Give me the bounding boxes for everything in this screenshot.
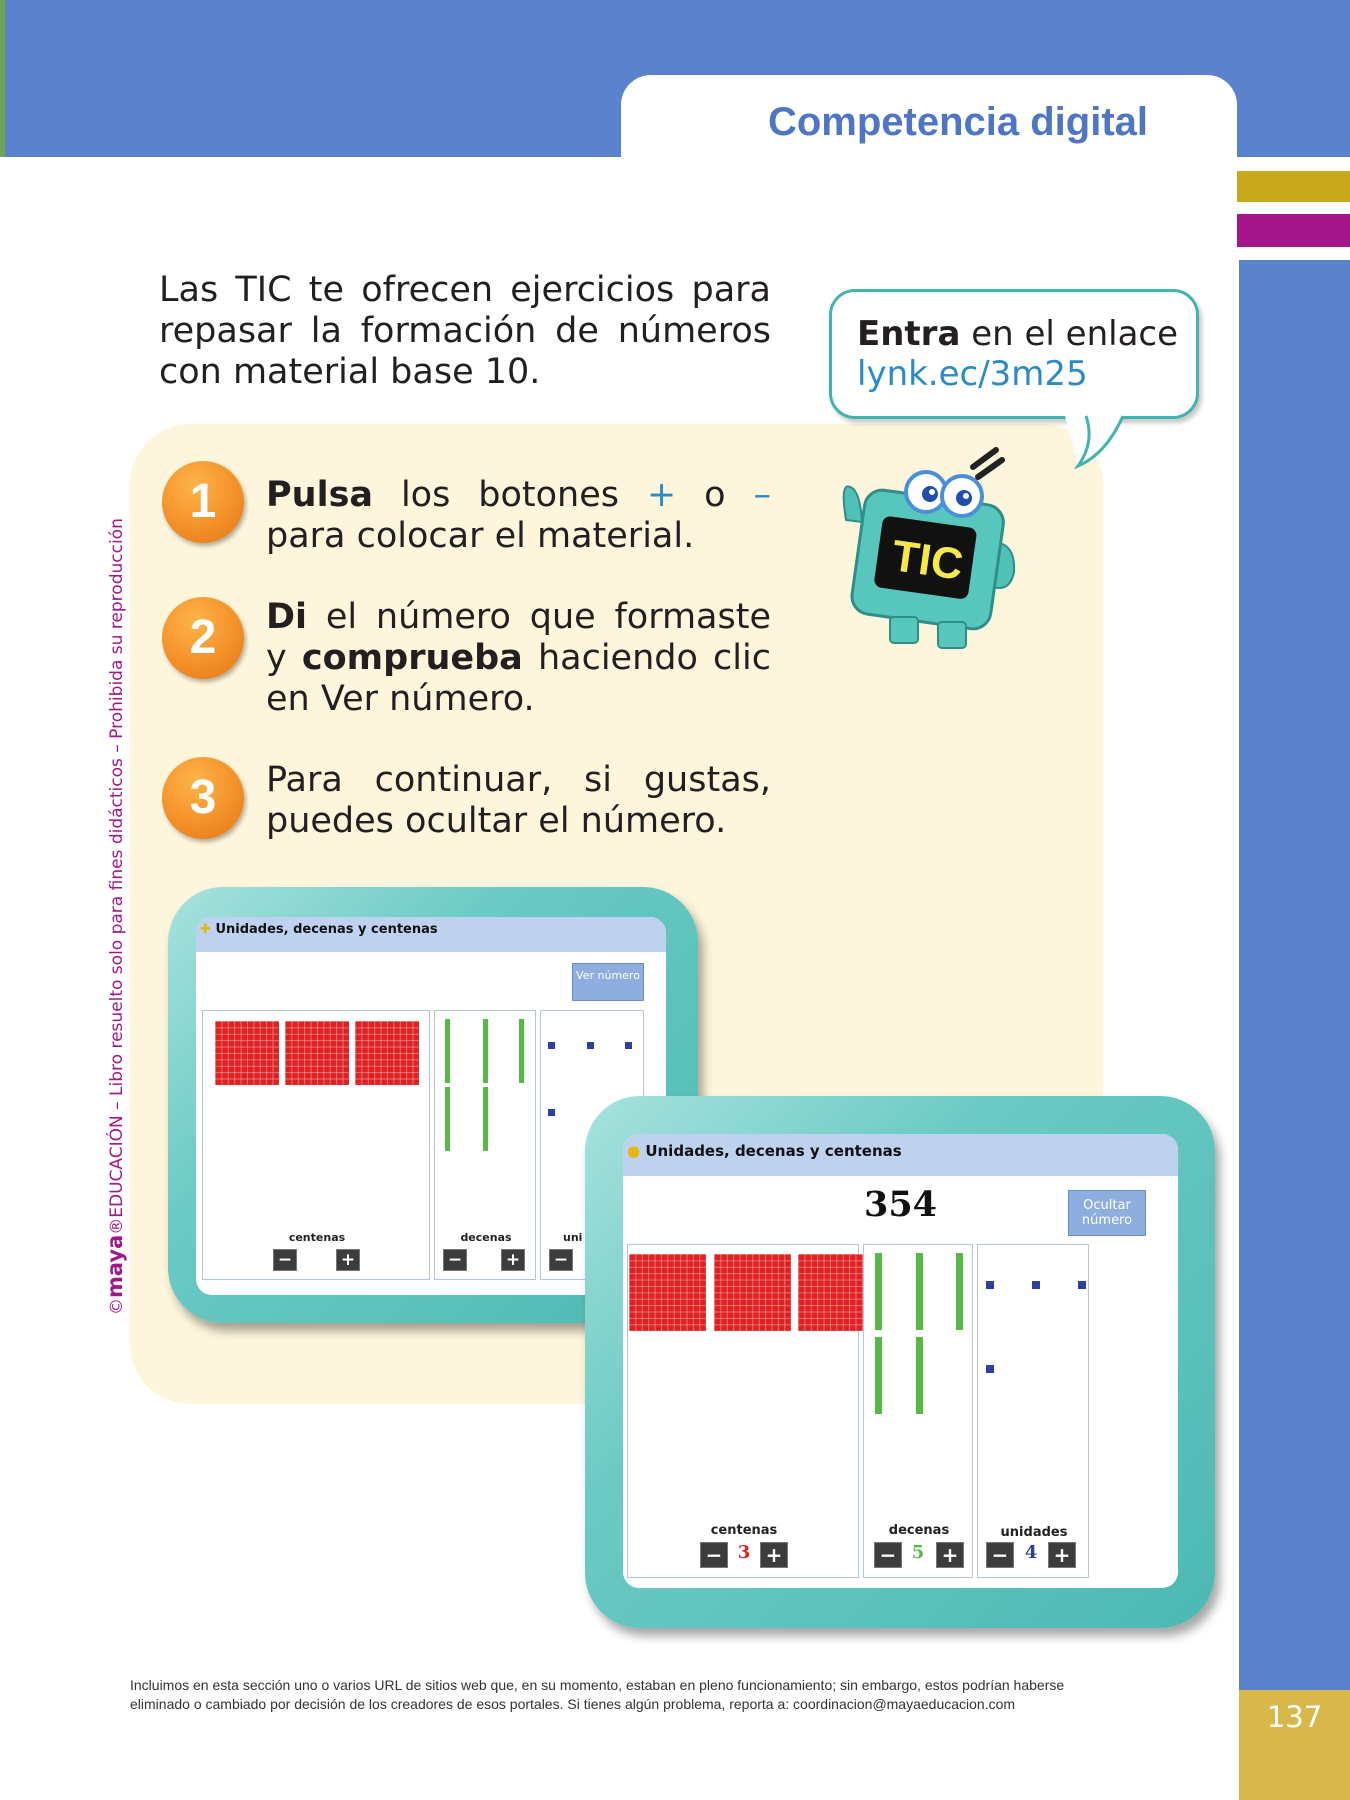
unit-cube xyxy=(625,1042,632,1049)
right-side-band xyxy=(1239,260,1350,1690)
step-3-text: Para continuar, si gustas, puedes ocultar el número. xyxy=(266,760,771,841)
brand-name: maya xyxy=(103,1234,127,1298)
ocultar-numero-button[interactable]: Ocultar número xyxy=(1068,1190,1146,1236)
app-2-centenas-plus-button[interactable]: + xyxy=(760,1542,788,1568)
app-1-decenas-plus-button[interactable]: + xyxy=(501,1249,525,1271)
app-2-screen xyxy=(623,1134,1178,1588)
ten-rod xyxy=(916,1337,923,1414)
footnote: Incluimos en esta sección uno o varios URL de sitios web que, en su momento, estaban en pleno funcionamiento; sin embargo, estos podrían haberse eliminado o cambiado por decisión de los creadores de esos portales. Si tienes algún problema, reporta a: coordinacion@mayaeducacion.com xyxy=(130,1677,1065,1712)
app-2-tens-column xyxy=(863,1244,973,1578)
app-2-label-centenas: centenas xyxy=(710,1523,778,1538)
header-accent-line xyxy=(0,0,5,157)
app-2-decenas-count: 5 xyxy=(911,1542,925,1563)
unit-cube xyxy=(587,1042,594,1049)
hundred-block xyxy=(285,1021,349,1085)
copyright-text: EDUCACIÓN – Libro resuelto solo para fines didácticos – Prohibida su reproducción xyxy=(107,518,127,1218)
hundred-block xyxy=(355,1021,419,1085)
tic-mascot-icon xyxy=(838,442,1038,652)
section-title: Competencia digital xyxy=(767,100,1148,144)
ten-rod xyxy=(956,1253,963,1330)
bubble-tail xyxy=(1060,414,1140,469)
hundred-block xyxy=(629,1254,706,1331)
app-2-titlebar xyxy=(623,1134,1178,1176)
app-1-pin-icon: ✚ xyxy=(200,922,211,937)
link-speech-bubble xyxy=(829,289,1199,419)
ten-rod xyxy=(875,1253,882,1330)
app-2-label-decenas: decenas xyxy=(888,1523,950,1538)
app-2-unidades-plus-button[interactable]: + xyxy=(1048,1542,1076,1568)
ten-rod xyxy=(519,1019,524,1083)
app-2-unidades-minus-button[interactable]: − xyxy=(986,1542,1014,1568)
app-2-decenas-plus-button[interactable]: + xyxy=(936,1542,964,1568)
app-2-hundreds-column xyxy=(627,1244,859,1578)
step-1-pre: los botones xyxy=(373,475,647,515)
step-2-text-2: haciendo clic en Ver número. xyxy=(266,638,771,719)
step-1-badge: 1 xyxy=(162,461,244,543)
app-1-centenas-minus-button[interactable]: − xyxy=(273,1249,297,1271)
ten-rod xyxy=(483,1087,488,1151)
step-1-text xyxy=(266,475,771,557)
ver-numero-button[interactable]: Ver número xyxy=(572,963,644,1001)
ten-rod xyxy=(483,1019,488,1083)
displayed-number: 354 xyxy=(863,1184,938,1225)
app-1-centenas-plus-button[interactable]: + xyxy=(336,1249,360,1271)
ten-rod xyxy=(445,1019,450,1083)
ten-rod xyxy=(916,1253,923,1330)
hundred-block xyxy=(714,1254,791,1331)
app-1-unidades-minus-button[interactable]: − xyxy=(549,1249,573,1271)
step-2-text xyxy=(266,597,771,720)
step-2-bold-1: Di xyxy=(266,597,308,637)
app-2-label-unidades: unidades xyxy=(1000,1525,1068,1540)
step-1-bold: Pulsa xyxy=(266,475,374,515)
hundred-block xyxy=(215,1021,279,1085)
app-2-centenas-count: 3 xyxy=(737,1542,751,1563)
app-2-decenas-minus-button[interactable]: − xyxy=(874,1542,902,1568)
copyright-symbol: © xyxy=(107,1298,127,1315)
app-2-unidades-count: 4 xyxy=(1024,1542,1038,1563)
bubble-bold: Entra xyxy=(857,314,961,354)
copyright-note xyxy=(103,485,133,1315)
unit-cube xyxy=(1032,1281,1040,1289)
bubble-text: en el enlace xyxy=(960,314,1179,354)
ten-rod xyxy=(445,1087,450,1151)
registered-symbol: ® xyxy=(107,1217,127,1235)
app-1-label-unidades: uni xyxy=(563,1231,583,1244)
unit-cube xyxy=(1078,1281,1086,1289)
bubble-link[interactable]: lynk.ec/3m25 xyxy=(857,354,1088,394)
bubble-line-1 xyxy=(857,314,1196,354)
app-2-pin-icon: ● xyxy=(627,1142,641,1160)
unit-cube xyxy=(986,1365,994,1373)
page-number: 137 xyxy=(1266,1700,1323,1734)
app-1-decenas-minus-button[interactable]: − xyxy=(443,1249,467,1271)
step-2-bold-2: comprueba xyxy=(301,638,523,678)
gold-stripe xyxy=(1237,171,1350,202)
mascot-label: TIC xyxy=(889,531,967,590)
plus-sign: + xyxy=(646,475,677,515)
step-1-post: para colocar el material. xyxy=(266,516,695,556)
app-1-titlebar xyxy=(196,917,666,952)
step-1-mid: o xyxy=(676,475,754,515)
app-2-centenas-minus-button[interactable]: − xyxy=(700,1542,728,1568)
intro-paragraph: Las TIC te ofrecen ejercicios para repasar la formación de números con material base 10. xyxy=(159,270,771,392)
ten-rod xyxy=(875,1337,882,1414)
app-1-hundreds-column xyxy=(202,1010,430,1280)
app-1-tens-column xyxy=(434,1010,536,1280)
minus-sign: – xyxy=(753,475,771,515)
step-2-text-1: el número que formaste y xyxy=(266,597,771,678)
step-2-badge: 2 xyxy=(162,597,244,679)
app-2-title: Unidades, decenas y centenas xyxy=(645,1142,902,1160)
app-1-label-decenas: decenas xyxy=(460,1231,512,1244)
step-3-badge: 3 xyxy=(162,757,244,839)
unit-cube xyxy=(548,1042,555,1049)
app-1-title: Unidades, decenas y centenas xyxy=(215,922,438,937)
unit-cube xyxy=(986,1281,994,1289)
app-1-label-centenas: centenas xyxy=(288,1231,346,1244)
app-screenshot-2 xyxy=(585,1096,1215,1628)
app-2-units-column xyxy=(977,1244,1089,1578)
unit-cube xyxy=(548,1109,555,1116)
magenta-stripe xyxy=(1237,214,1350,247)
